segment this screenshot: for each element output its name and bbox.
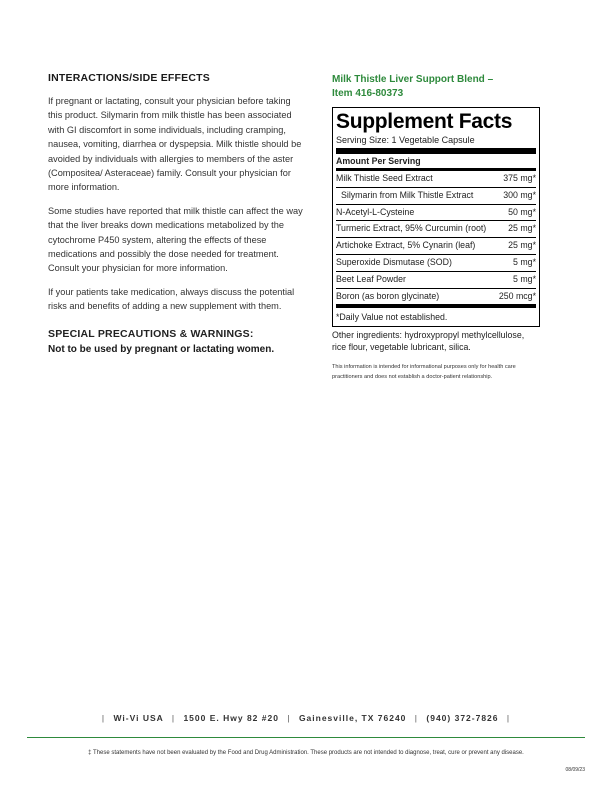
right-column: [332, 73, 540, 382]
ingredient-amount: 250 mcg*: [498, 290, 536, 301]
separator: |: [171, 713, 176, 723]
amount-per-serving-header: Amount Per Serving: [336, 154, 536, 171]
ingredient-amount: 25 mg*: [508, 240, 536, 251]
ingredient-name: Artichoke Extract, 5% Cynarin (leaf): [336, 240, 476, 251]
interactions-paragraph-3: If your patients take medication, always discuss the potential risks and benefits of adding a new supplement with them.: [48, 286, 295, 312]
ingredient-amount: 25 mg*: [508, 223, 536, 234]
facts-row: [336, 171, 536, 188]
interactions-heading: INTERACTIONS/SIDE EFFECTS: [48, 72, 210, 84]
ingredient-name: Silymarin from Milk Thistle Extract: [341, 189, 474, 200]
separator: |: [287, 713, 291, 723]
ingredient-amount: 5 mg*: [513, 256, 536, 267]
daily-value-note: *Daily Value not established.: [336, 312, 448, 323]
ingredient-amount: 300 mg*: [503, 189, 536, 200]
serving-size: Serving Size: 1 Vegetable Capsule: [336, 134, 536, 154]
product-title: [332, 73, 540, 101]
ingredient-name: Boron (as boron glycinate): [336, 290, 440, 301]
document-date: 08/09/23: [565, 767, 585, 773]
company-address-bar: [0, 713, 612, 723]
ingredient-amount: 375 mg*: [503, 173, 536, 183]
ingredient-amount: 50 mg*: [508, 206, 536, 217]
separator: |: [101, 713, 106, 723]
facts-row: [336, 272, 536, 289]
facts-row: [336, 188, 536, 205]
facts-row: [336, 255, 536, 272]
left-column: [48, 72, 306, 355]
facts-row: [336, 238, 536, 255]
phone-number: (940) 372-7826: [426, 713, 499, 723]
practitioner-disclaimer: This information is intended for informational purposes only for health care practitioners and does not establish a doctor-patient relationship.: [332, 364, 516, 381]
ingredient-name: Beet Leaf Powder: [336, 273, 406, 284]
ingredient-amount: 5 mg*: [513, 273, 536, 284]
footer-divider: [27, 737, 585, 738]
ingredient-name: Superoxide Dismutase (SOD): [336, 256, 452, 267]
supplement-facts-panel: [332, 107, 540, 327]
interactions-paragraph-2: Some studies have reported that milk thistle can affect the way that the liver breaks down medications metabolized by the cytochrome P450 system, altering the effects of these medications and possibly the dose needed for treatment. Consult your physician for more information.: [48, 205, 303, 274]
product-item-number: Item 416-80373: [332, 88, 404, 99]
separator: |: [414, 713, 419, 723]
facts-row: [336, 205, 536, 222]
fda-disclaimer: ‡ These statements have not been evaluated by the Food and Drug Administration. These products are not intended to diagnose, treat, cure or prevent any disease.: [88, 750, 524, 756]
supplement-facts-title: Supplement Facts: [336, 110, 513, 133]
facts-row: [336, 289, 536, 309]
facts-row: [336, 221, 536, 238]
separator: |: [506, 713, 511, 723]
warnings-heading: SPECIAL PRECAUTIONS & WARNINGS:: [48, 327, 254, 340]
other-ingredients: Other ingredients: hydroxypropyl methylcellulose, rice flour, vegetable lubricant, silica.: [332, 330, 525, 352]
warnings-text: Not to be used by pregnant or lactating women.: [48, 343, 275, 355]
product-name: Milk Thistle Liver Support Blend –: [332, 74, 494, 85]
ingredient-name: Milk Thistle Seed Extract: [336, 173, 433, 183]
company-name: Wi-Vi USA: [113, 713, 164, 723]
interactions-paragraph-1: If pregnant or lactating, consult your physician before taking this product. Silymarin from milk thistle has been associated with GI discomfort in some individuals, including cramping, nausea, vomiting, diarrhea or dyspepsia. Milk thistle should be avoided by individuals with allergies to members of the aster (Compositea/ Asteraceae) family. Consult your physician for more information.: [48, 96, 302, 193]
city-state-zip: Gainesville, TX 76240: [298, 713, 407, 723]
street-address: 1500 E. Hwy 82 #20: [183, 713, 279, 723]
ingredient-name: Turmeric Extract, 95% Curcumin (root): [336, 223, 487, 234]
ingredient-name: N-Acetyl-L-Cysteine: [336, 206, 415, 217]
